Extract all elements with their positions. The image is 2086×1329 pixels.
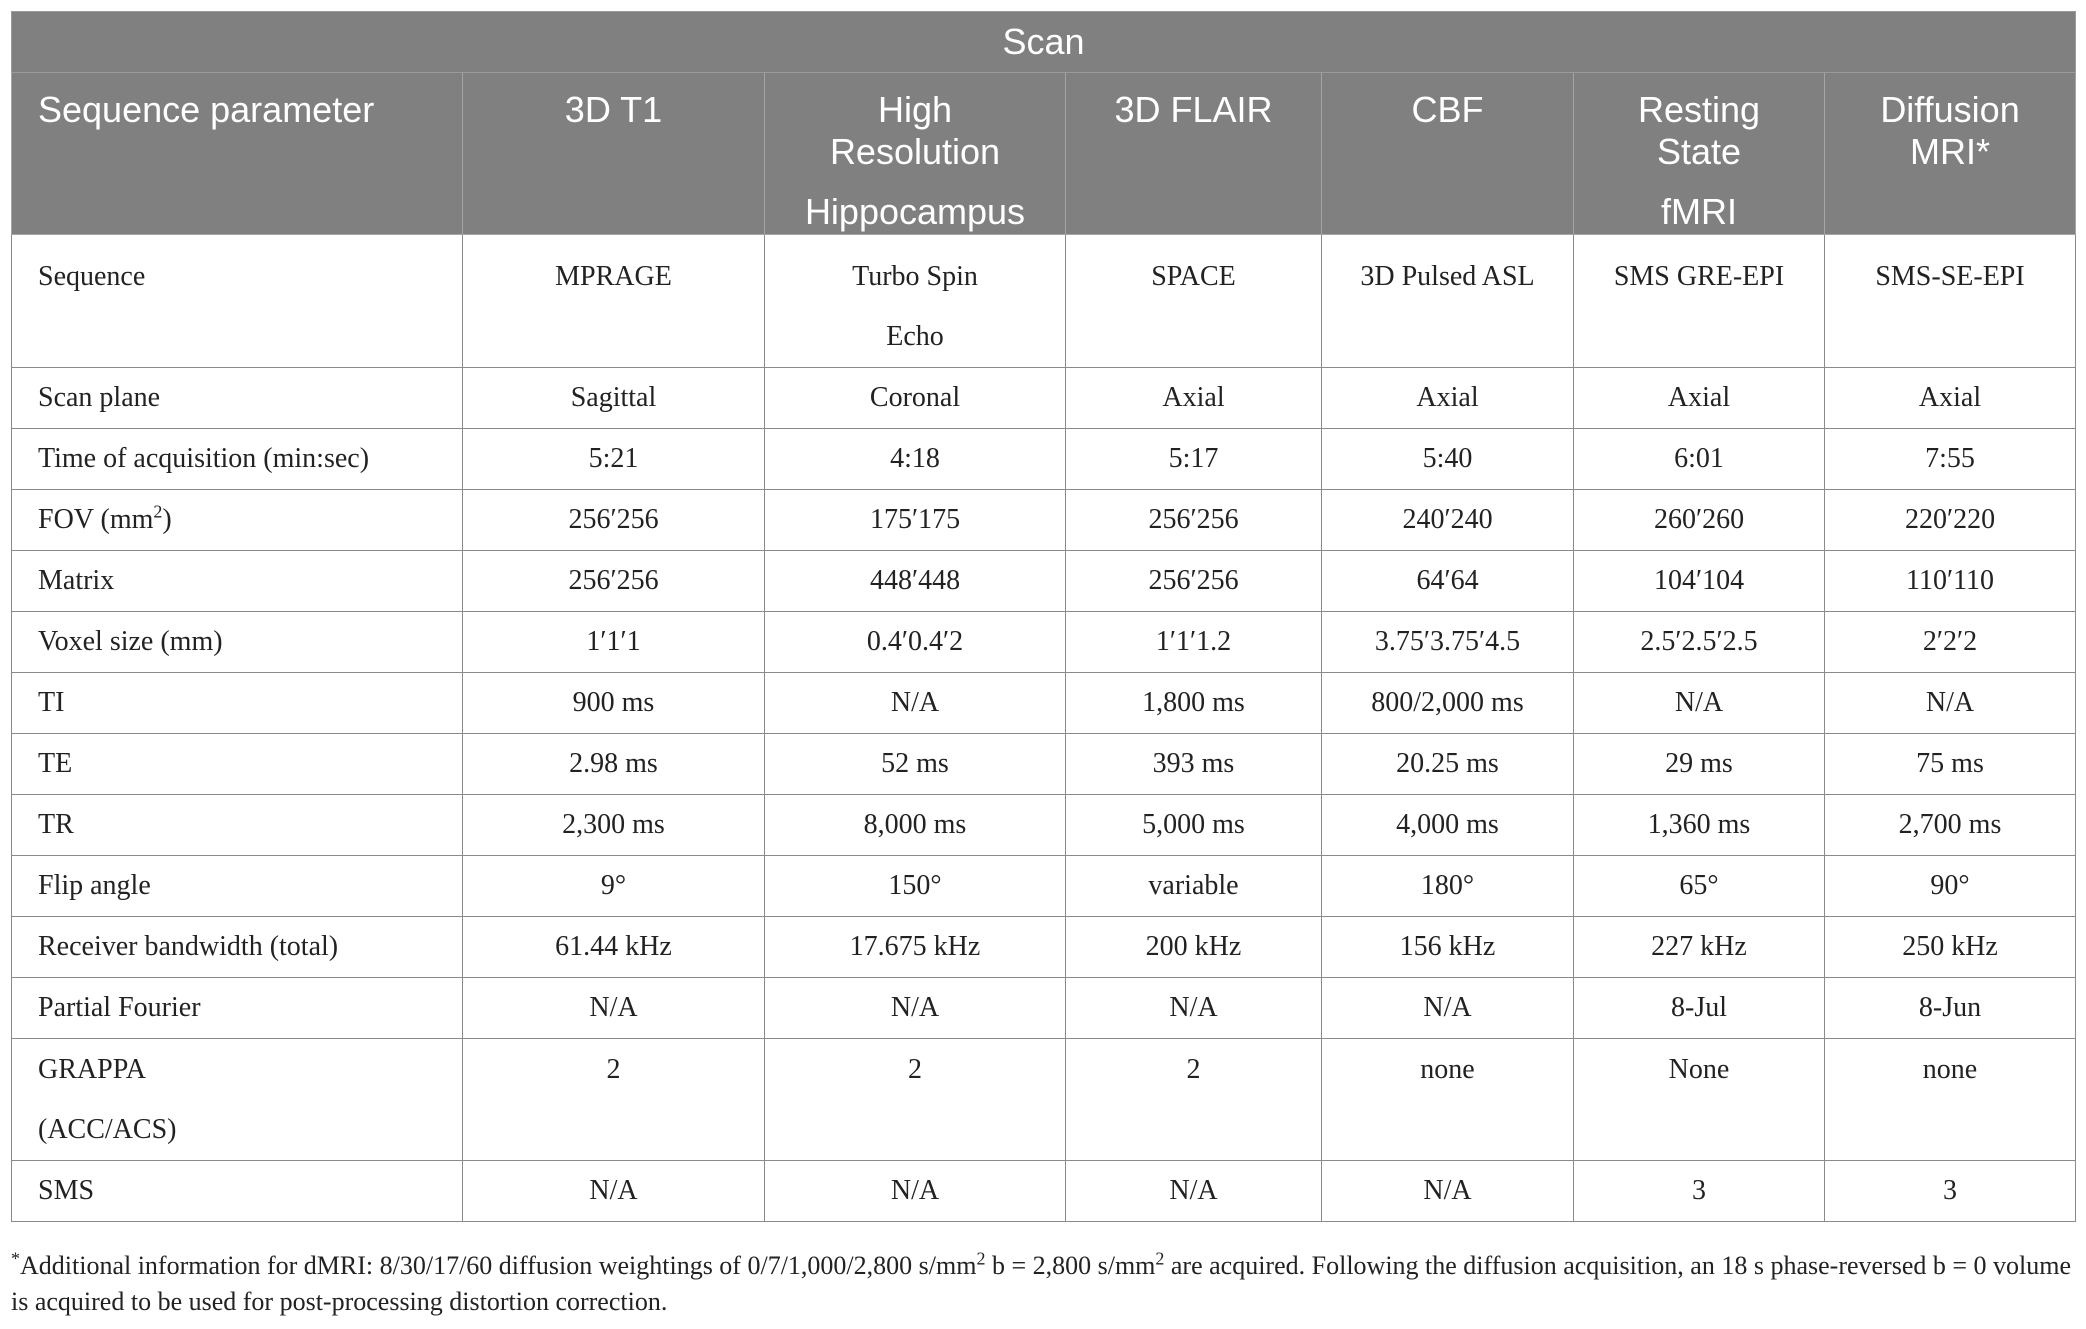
cell-value: SMS GRE-EPI [1613, 261, 1785, 292]
table-cell [1574, 734, 1825, 795]
banner-row [12, 12, 2076, 73]
row-label [38, 1040, 462, 1100]
table-cell [1322, 917, 1574, 978]
table-cell [463, 612, 765, 673]
cell-value: 1′1′1 [586, 626, 641, 657]
table-cell [1825, 551, 2076, 612]
cell-value: 150° [888, 870, 942, 901]
table-cell [765, 734, 1066, 795]
row-label-cell [12, 429, 463, 490]
table-cell [1574, 673, 1825, 734]
table-cell [765, 856, 1066, 917]
table-cell [1066, 734, 1322, 795]
table-cell [1825, 917, 2076, 978]
table-cell [1574, 490, 1825, 551]
column-header-line1: CBF [1411, 89, 1484, 130]
cell-value: 256′256 [1148, 504, 1239, 535]
row-label [38, 490, 462, 550]
table-cell [1322, 673, 1574, 734]
table-row [12, 235, 2076, 368]
cell-value: N/A [589, 1175, 638, 1206]
table-cell [463, 734, 765, 795]
table-cell [1825, 856, 2076, 917]
table-cell [1066, 429, 1322, 490]
cell-value: N/A [1423, 1175, 1472, 1206]
table-body [12, 235, 2076, 1222]
table-row [12, 856, 2076, 917]
cell-value: Axial [1416, 382, 1479, 413]
cell-value: 900 ms [572, 687, 655, 718]
table-cell [765, 235, 1066, 368]
cell-value: 65° [1679, 870, 1719, 901]
table-cell [1574, 795, 1825, 856]
table-cell [765, 1039, 1066, 1161]
table-row [12, 368, 2076, 429]
table-row [12, 734, 2076, 795]
table-cell [1322, 368, 1574, 429]
table-cell [1574, 856, 1825, 917]
table-cell [1066, 917, 1322, 978]
cell-value: 7:55 [1925, 443, 1975, 474]
footnote-superscript-1: 2 [976, 1248, 986, 1269]
cell-value: 52 ms [881, 748, 949, 779]
row-label [38, 368, 462, 428]
cell-value: 8-Jul [1671, 992, 1727, 1023]
row-label-text: Partial Fourier [38, 992, 201, 1023]
table-footnote [11, 1248, 2075, 1320]
table-cell [765, 612, 1066, 673]
cell-value: Sagittal [570, 382, 657, 413]
table-cell [463, 1039, 765, 1161]
row-label-text: Voxel size (mm) [38, 626, 223, 657]
table-cell [463, 551, 765, 612]
footnote-superscript-2: 2 [1155, 1248, 1165, 1269]
cell-value: None [1668, 1054, 1730, 1085]
table-cell [1574, 917, 1825, 978]
cell-value: 256′256 [568, 504, 659, 535]
table-cell [463, 673, 765, 734]
table-cell [463, 368, 765, 429]
table-cell [1825, 673, 2076, 734]
column-header-3d-t1 [463, 73, 765, 235]
cell-value: 6:01 [1674, 443, 1724, 474]
table-cell [765, 795, 1066, 856]
table-cell [1322, 978, 1574, 1039]
cell-value: Turbo Spin Echo [852, 261, 978, 352]
cell-value: 75 ms [1916, 748, 1984, 779]
row-label-cell [12, 1161, 463, 1222]
table-cell [765, 429, 1066, 490]
row-label [38, 917, 462, 977]
cell-value: 4,000 ms [1396, 809, 1499, 840]
table-row [12, 978, 2076, 1039]
footnote-text-part1: Additional information for dMRI: 8/30/17/60 diffusion weightings of 0/7/1,000/2,800 s/mm [20, 1251, 977, 1280]
cell-value: Axial [1667, 382, 1731, 413]
table-cell [1322, 612, 1574, 673]
cell-value: none [1922, 1054, 1978, 1085]
table-cell [765, 978, 1066, 1039]
table-cell [1825, 978, 2076, 1039]
row-label [38, 612, 462, 672]
cell-value: none [1420, 1054, 1475, 1085]
column-header-line2: fMRI [1661, 191, 1737, 232]
cell-value: 2.98 ms [569, 748, 658, 779]
table-cell [1322, 734, 1574, 795]
table-cell [1825, 429, 2076, 490]
column-header-line1: Resting State [1637, 89, 1761, 172]
column-header-line1: 3D FLAIR [1114, 89, 1273, 130]
table-row [12, 1161, 2076, 1222]
row-label-cell [12, 368, 463, 429]
cell-value: MPRAGE [555, 261, 672, 292]
scan-parameters-table-container [11, 11, 2075, 1222]
table-cell [1066, 1161, 1322, 1222]
row-label [38, 978, 462, 1038]
cell-value: N/A [1169, 1175, 1218, 1206]
table-cell [765, 368, 1066, 429]
cell-value: 1′1′1.2 [1155, 626, 1232, 657]
table-cell [1066, 1039, 1322, 1161]
cell-value: 4:18 [890, 443, 940, 474]
table-cell [1066, 368, 1322, 429]
table-cell [1066, 673, 1322, 734]
cell-value: 3 [1943, 1175, 1958, 1206]
cell-value: 2 [606, 1054, 621, 1085]
column-header-cbf [1322, 73, 1574, 235]
row-label-tail: ) [162, 504, 172, 535]
row-label-text: SMS [38, 1175, 95, 1206]
table-cell [1066, 978, 1322, 1039]
cell-value: 800/2,000 ms [1371, 687, 1524, 718]
cell-value: 1,800 ms [1142, 687, 1245, 718]
cell-value: N/A [1423, 992, 1472, 1023]
table-row [12, 917, 2076, 978]
cell-value: 200 kHz [1145, 931, 1242, 962]
table-cell [1825, 1161, 2076, 1222]
cell-value: Axial [1162, 382, 1225, 413]
cell-value: 156 kHz [1399, 931, 1496, 962]
scan-parameters-table [11, 11, 2076, 1222]
table-cell [1825, 490, 2076, 551]
row-label [38, 429, 462, 489]
table-cell [765, 673, 1066, 734]
table-cell [1322, 429, 1574, 490]
cell-value: 20.25 ms [1396, 748, 1499, 779]
table-cell [1066, 235, 1322, 368]
cell-value: SPACE [1151, 261, 1236, 292]
row-label [38, 1161, 462, 1221]
table-cell [1574, 429, 1825, 490]
table-cell [1574, 978, 1825, 1039]
cell-value: 5,000 ms [1142, 809, 1245, 840]
column-header-diffusion-mri [1825, 73, 2076, 235]
row-label-cell [12, 978, 463, 1039]
table-cell [463, 1161, 765, 1222]
cell-value: 17.675 kHz [849, 931, 981, 962]
row-label-text: TI [38, 687, 65, 718]
cell-value: 90° [1930, 870, 1970, 901]
cell-value: N/A [589, 992, 638, 1023]
column-header-line1: 3D T1 [564, 89, 663, 130]
row-label-text: TR [38, 809, 74, 840]
row-label-cell [12, 795, 463, 856]
row-label-text: GRAPPA [38, 1054, 146, 1085]
cell-value: N/A [1169, 992, 1218, 1023]
cell-value: 256′256 [568, 565, 659, 596]
table-cell [1322, 856, 1574, 917]
table-cell [765, 1161, 1066, 1222]
cell-value: 1,360 ms [1647, 809, 1751, 840]
table-cell [1066, 856, 1322, 917]
column-header-hippocampus [765, 73, 1066, 235]
table-cell [1574, 1161, 1825, 1222]
footnote-text-part2: b = 2,800 s/mm [985, 1251, 1156, 1280]
row-label [38, 856, 462, 916]
row-label-text: Receiver bandwidth (total) [38, 931, 339, 962]
cell-value: 8,000 ms [863, 809, 967, 840]
cell-value: 9° [600, 870, 627, 901]
table-row [12, 612, 2076, 673]
table-cell [463, 795, 765, 856]
table-cell [1574, 368, 1825, 429]
row-label [38, 795, 462, 855]
row-label-text: Flip angle [38, 870, 151, 901]
table-cell [765, 490, 1066, 551]
cell-value: SMS-SE-EPI [1875, 261, 2025, 292]
footnote-text-part3: are acquired. Following the diffusion acquisition, an 18 s phase-reversed b = 0 volume is acquired to be used for post-processing distortion correction. [11, 1251, 2072, 1316]
table-cell [1825, 235, 2076, 368]
table-cell [1574, 551, 1825, 612]
table-cell [765, 551, 1066, 612]
table-cell [463, 429, 765, 490]
cell-value: N/A [1674, 687, 1724, 718]
cell-value: N/A [890, 687, 940, 718]
table-cell [1066, 490, 1322, 551]
row-label-cell [12, 917, 463, 978]
cell-value: 227 kHz [1651, 931, 1747, 962]
cell-value: 61.44 kHz [555, 931, 672, 962]
row-label [38, 247, 462, 307]
cell-value: 220′220 [1904, 504, 1996, 535]
table-cell [1825, 612, 2076, 673]
table-row [12, 551, 2076, 612]
cell-value: 393 ms [1152, 748, 1235, 779]
table-cell [1066, 795, 1322, 856]
cell-value: Axial [1918, 382, 1982, 413]
row-label-text: TE [38, 748, 73, 779]
row-label-cell [12, 235, 463, 368]
column-header-3d-flair [1066, 73, 1322, 235]
table-cell [463, 490, 765, 551]
table-cell [1322, 551, 1574, 612]
column-header-line1: Diffusion MRI* [1880, 89, 2020, 172]
table-cell [1322, 490, 1574, 551]
row-label-cell [12, 490, 463, 551]
cell-value: 29 ms [1665, 748, 1733, 779]
table-cell [1066, 551, 1322, 612]
table-cell [463, 917, 765, 978]
table-cell [1825, 1039, 2076, 1161]
cell-value: 2.5′2.5′2.5 [1640, 626, 1758, 657]
table-cell [1574, 612, 1825, 673]
row-label-cell [12, 734, 463, 795]
table-cell [1322, 795, 1574, 856]
column-header-line1: High Resolution [829, 89, 1001, 172]
cell-value: 175′175 [869, 504, 961, 535]
table-cell [1825, 368, 2076, 429]
table-row [12, 1039, 2076, 1161]
cell-value: 64′64 [1416, 565, 1479, 596]
table-cell [765, 917, 1066, 978]
cell-value: 448′448 [869, 565, 961, 596]
cell-value: 5:17 [1168, 443, 1219, 474]
column-header-parameter: Sequence parameter [12, 73, 463, 235]
row-label-text: FOV (mm [38, 504, 154, 535]
table-cell [1825, 795, 2076, 856]
table-cell [1066, 612, 1322, 673]
row-label-text: Matrix [38, 565, 115, 596]
table-cell [463, 856, 765, 917]
row-label-superscript: 2 [153, 501, 163, 522]
cell-value: 104′104 [1653, 565, 1745, 596]
table-cell [1322, 1161, 1574, 1222]
cell-value: 180° [1420, 870, 1475, 901]
row-label-cell [12, 673, 463, 734]
table-cell [1322, 235, 1574, 368]
row-label-cell [12, 612, 463, 673]
cell-value: variable [1148, 870, 1239, 901]
cell-value: 2,700 ms [1898, 809, 2002, 840]
cell-value: N/A [890, 992, 940, 1023]
row-label-cell [12, 551, 463, 612]
table-row [12, 429, 2076, 490]
cell-value: 240′240 [1402, 504, 1493, 535]
table-cell [463, 235, 765, 368]
cell-value: 260′260 [1653, 504, 1745, 535]
column-header-row [12, 73, 2076, 235]
row-label-text: Scan plane [38, 382, 161, 413]
cell-value: 256′256 [1148, 565, 1239, 596]
cell-value: 3D Pulsed ASL [1360, 261, 1535, 292]
row-label-line2: (ACC/ACS) [38, 1114, 177, 1145]
table-cell [1825, 734, 2076, 795]
row-label [38, 673, 462, 733]
cell-value: 2′2′2 [1922, 626, 1978, 657]
cell-value: N/A [890, 1175, 940, 1206]
cell-value: 8-Jun [1918, 992, 1982, 1023]
cell-value: 0.4′0.4′2 [866, 626, 964, 657]
row-label-cell [12, 1039, 463, 1161]
cell-value: 5:40 [1422, 443, 1473, 474]
table-row [12, 673, 2076, 734]
banner-title: Scan [12, 12, 2076, 73]
cell-value: 110′110 [1906, 565, 1995, 596]
row-label [38, 734, 462, 794]
row-label-cell [12, 856, 463, 917]
row-label [38, 551, 462, 611]
cell-value: 3 [1692, 1175, 1706, 1206]
footnote-marker: * [11, 1248, 20, 1269]
cell-value: N/A [1925, 687, 1975, 718]
table-cell [1574, 1039, 1825, 1161]
cell-value: 2 [908, 1054, 922, 1085]
table-row [12, 490, 2076, 551]
row-label-text: Sequence [38, 261, 146, 292]
cell-value: 2,300 ms [562, 809, 665, 840]
column-header-line2: Hippocampus [804, 191, 1026, 232]
table-row [12, 795, 2076, 856]
cell-value: Coronal [869, 382, 961, 413]
row-label-text: Time of acquisition (min:sec) [38, 443, 370, 474]
cell-value: 2 [1186, 1054, 1201, 1085]
table-cell [463, 978, 765, 1039]
column-header-resting-state [1574, 73, 1825, 235]
cell-value: 5:21 [588, 443, 639, 474]
table-cell [1574, 235, 1825, 368]
table-cell [1322, 1039, 1574, 1161]
cell-value: 250 kHz [1902, 931, 1998, 962]
cell-value: 3.75′3.75′4.5 [1374, 626, 1521, 657]
